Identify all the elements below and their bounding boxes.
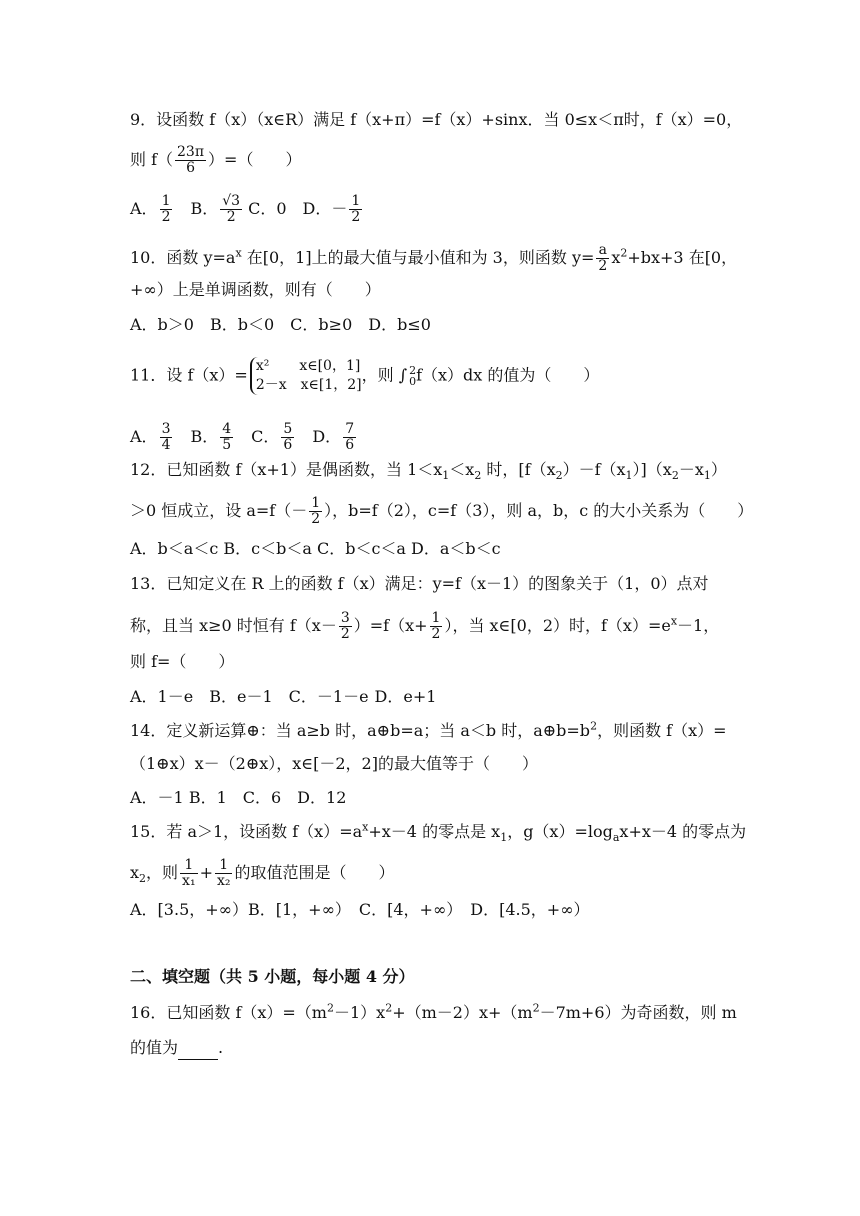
option-d: D． xyxy=(312,427,342,446)
fraction: $\frac{1}{\text{x₂}}$ xyxy=(216,857,231,889)
q13-options xyxy=(130,685,436,709)
fraction: $\frac{23\pi}{6}$ xyxy=(177,144,205,176)
answer-blank[interactable] xyxy=(178,1043,218,1060)
q9-text: 9．设函数 f（x）（x∈R）满足 f（x+π）=f（x）+sinx．当 0≤x＜π时，f（x）=0， xyxy=(130,110,743,129)
fraction: $\frac{3}{4}$ xyxy=(161,421,171,453)
fraction: $\frac{1}{2}$ xyxy=(311,495,321,527)
q12-stem-line1: 12．已知函数 f（x+1）是偶函数，当 $1<x_1<x_2$ 时，$[f(x_2)-f(x_1)](x_2-x_1)$ xyxy=(130,460,727,483)
fraction: $\frac{3}{2}$ xyxy=(340,610,350,642)
q10-options xyxy=(130,313,431,337)
q16-stem-line2: 的值为 . xyxy=(130,1036,223,1060)
fraction: $\frac{4}{5}$ xyxy=(222,421,232,453)
q13-stem-line2: 称，且当 x≥0 时恒有 f（x－ $\frac{3}{2}$ ）=f（x+ $\frac{1}{2}$ ），当 x∈[0，2）时，$f(x)=e^x-1$， xyxy=(130,610,720,642)
q9-stem-line2 xyxy=(130,145,301,176)
option-b: B． xyxy=(190,199,219,218)
q14-options: A．－1 B．1 C．6 D．12 xyxy=(130,788,347,807)
fraction: $\frac{1}{2}$ xyxy=(161,193,171,225)
option-a: A． xyxy=(130,427,158,446)
q11-stem: 11．设 f（x）= x² x∈[0，1] 2－x x∈[1，2] ，则 ∫ 2 0 f（x）dx 的值为（ ） xyxy=(130,358,600,393)
fraction: $\frac{a}{2}$ xyxy=(598,242,608,274)
q13-stem-line3: 则 f=（ ） xyxy=(130,652,235,671)
q13-stem-line1: 13．已知定义在 R 上的函数 f（x）满足：y=f（x－1）的图象关于（1，0）点对 xyxy=(130,574,709,593)
option-b: B．b＜0 xyxy=(209,315,275,334)
q10-stem-line1: 10．函数 $y=a^x$ 在[0，1]上的最大值与最小值和为 3，则函数 y= $\frac{a}{2}$ $x^2+bx+3$ 在[0， xyxy=(130,242,738,274)
q15-stem-line2: $x_2$，则 $\frac{1}{\text{x₁}}$ + $\frac{1}{\text{x₂}}$ 的取值范围是（ ） xyxy=(130,857,395,889)
q14-stem-line2: （1⊕x）x－（2⊕x），x∈[－2，2]的最大值等于（ ） xyxy=(130,754,538,773)
option-b: B． xyxy=(190,427,219,446)
option-a: A．b＞0 xyxy=(130,315,194,334)
q15-options: A．[3.5，+∞）B．[1，+∞） C．[4，+∞） D．[4.5，+∞） xyxy=(130,900,590,919)
piecewise-brace: x² x∈[0，1] 2－x x∈[1，2] xyxy=(250,357,362,395)
section-heading: 二、填空题（共 5 小题，每小题 4 分） xyxy=(130,967,415,986)
fraction: $\frac{7}{6}$ xyxy=(345,421,355,453)
fraction: $\frac{√3}{2}$ xyxy=(222,193,241,225)
q12-options: A．b＜a＜c B．c＜b＜a C．b＜c＜a D．a＜b＜c xyxy=(130,539,501,558)
option-b: B．e－1 xyxy=(209,687,273,706)
option-d: D．e+1 xyxy=(374,687,437,706)
q16-stem-line1: 16．已知函数 $f(x)=(m^2-1)x^2+(m-2)x+(m^2-7m+6)$为奇函数，则 m xyxy=(130,1001,737,1022)
q11-options xyxy=(130,422,358,453)
option-c: C． xyxy=(251,427,280,446)
q9-options xyxy=(130,194,364,225)
option-d: D．－ xyxy=(302,199,348,218)
fraction: $\frac{1}{2}$ xyxy=(351,193,361,225)
option-c: C．－1－e xyxy=(288,687,369,706)
q15-stem-line1: 15．若 a＞1，设函数 $f(x)=a^x+x-4$ 的零点是 $x_1$，$g(x)=\log_ax+x-4$ 的零点为 xyxy=(130,820,747,845)
option-a: A．1－e xyxy=(130,687,194,706)
q9-stem-line1 xyxy=(130,108,742,132)
fraction: $\frac{1}{\text{x₁}}$ xyxy=(182,857,196,889)
integral-limits: 2 0 xyxy=(409,364,417,388)
option-c: C．0 xyxy=(248,199,287,218)
q14-stem-line1: 14．定义新运算⊕：当 a≥b 时，a⊕b=a；当 a＜b 时，$a\oplus b=b^2$，则函数 f（x）= xyxy=(130,719,727,740)
fraction: $\frac{5}{6}$ xyxy=(283,421,293,453)
q10-stem-line2: +∞）上是单调函数，则有（ ） xyxy=(130,280,381,299)
q9-text: ）=（ ） xyxy=(208,150,302,169)
q9-text: 则 f（ xyxy=(130,150,174,169)
option-c: C．b≥0 xyxy=(290,315,353,334)
q12-stem-line2: ＞0 恒成立，设 a=f（－ $\frac{1}{2}$ ），b=f（2），c=f（3），则 a，b，c 的大小关系为（ ） xyxy=(130,495,754,527)
fraction: $\frac{1}{2}$ xyxy=(431,610,441,642)
option-d: D．b≤0 xyxy=(368,315,431,334)
option-a: A． xyxy=(130,199,158,218)
